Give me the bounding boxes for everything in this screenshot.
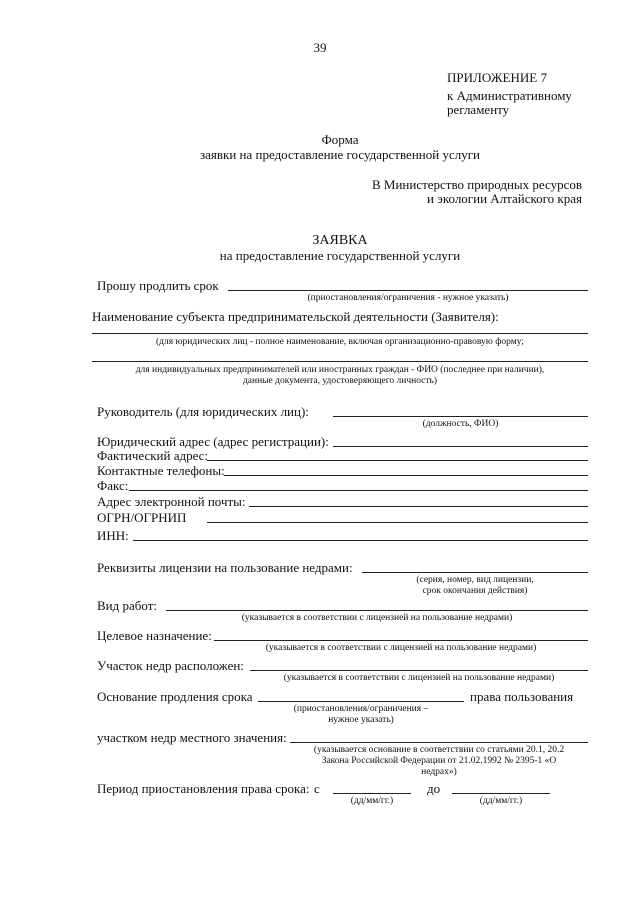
- work-type-hint: (указывается в соответствии с лицензией на пользование недрами): [241, 613, 513, 623]
- addressee-line1: В Министерство природных ресурсов: [371, 177, 582, 192]
- actual-address-label: Фактический адрес:: [97, 448, 209, 463]
- appendix-line2: регламенту: [447, 102, 510, 117]
- head-line[interactable]: [333, 416, 588, 417]
- extend-label: Прошу продлить срок: [97, 278, 219, 293]
- appendix-title: ПРИЛОЖЕНИЕ 7: [447, 70, 547, 85]
- local-site-label: участком недр местного значения:: [97, 730, 287, 745]
- purpose-line[interactable]: [214, 640, 588, 641]
- basis-line[interactable]: [258, 701, 464, 702]
- entity-line2[interactable]: [92, 361, 588, 362]
- form-heading: ЗАЯВКА: [312, 233, 368, 248]
- appendix-line1: к Административному: [447, 88, 572, 103]
- head-label: Руководитель (для юридических лиц):: [97, 404, 309, 419]
- work-type-line[interactable]: [166, 610, 588, 611]
- entity-line1[interactable]: [92, 333, 588, 334]
- page-number: 39: [313, 40, 327, 55]
- period-to-line[interactable]: [452, 793, 550, 794]
- addressee-line2: и экологии Алтайского края: [427, 191, 582, 206]
- actual-address-line[interactable]: [207, 460, 588, 461]
- fax-line[interactable]: [129, 490, 588, 491]
- local-site-line[interactable]: [290, 742, 588, 743]
- entity-hint2a: для индивидуальных предпринимателей или иностранных граждан - ФИО (последнее при наличии),: [135, 365, 545, 375]
- extend-hint: (приостановления/ограничения - нужное указать): [307, 293, 509, 303]
- phones-line[interactable]: [224, 475, 588, 476]
- site-line[interactable]: [250, 670, 588, 671]
- legal-address-label: Юридический адрес (адрес регистрации):: [97, 434, 329, 449]
- ogrn-label: ОГРН/ОГРНИП: [97, 510, 187, 525]
- period-from-label: с: [314, 781, 320, 796]
- ogrn-line[interactable]: [207, 522, 588, 523]
- email-line[interactable]: [249, 506, 588, 507]
- local-site-hint3: недрах»): [421, 767, 457, 777]
- extend-line[interactable]: [228, 290, 588, 291]
- license-hint1: (серия, номер, вид лицензии,: [416, 575, 534, 585]
- local-site-hint1: (указывается основание в соответствии со статьями 20.1, 20.2: [313, 745, 565, 755]
- work-type-label: Вид работ:: [97, 598, 157, 613]
- site-hint: (указывается в соответствии с лицензией на пользование недрами): [283, 673, 555, 683]
- license-line[interactable]: [362, 572, 588, 573]
- basis-label: Основание продления срока: [97, 689, 253, 704]
- period-label: Период приостановления права срока:: [97, 781, 310, 796]
- inn-line[interactable]: [133, 540, 588, 541]
- license-hint2: срок окончания действия): [422, 586, 528, 596]
- form-caption-line2: заявки на предоставление государственной услуги: [199, 147, 480, 162]
- period-from-hint: (дд/мм/гг.): [350, 796, 394, 806]
- local-site-hint2: Закона Российской Федерации от 21.02.1992 № 2395-1 «О: [321, 756, 557, 766]
- period-to-label: до: [427, 781, 441, 796]
- period-to-hint: (дд/мм/гг.): [479, 796, 523, 806]
- site-label: Участок недр расположен:: [97, 658, 244, 673]
- phones-label: Контактные телефоны:: [97, 463, 225, 478]
- form-subheading: на предоставление государственной услуги: [219, 248, 461, 263]
- entity-hint1: (для юридических лиц - полное наименование, включая организационно-правовую форму;: [155, 337, 525, 347]
- purpose-label: Целевое назначение:: [97, 628, 212, 643]
- form-caption-line1: Форма: [321, 132, 359, 147]
- email-label: Адрес электронной почты:: [97, 494, 246, 509]
- entity-hint2b: данные документа, удостоверяющего личность): [242, 376, 438, 386]
- fax-label: Факс:: [97, 478, 129, 493]
- entity-label: Наименование субъекта предпринимательской деятельности (Заявителя):: [92, 309, 499, 324]
- legal-address-line[interactable]: [333, 446, 588, 447]
- head-hint: (должность, ФИО): [422, 419, 499, 429]
- period-from-line[interactable]: [333, 793, 411, 794]
- purpose-hint: (указывается в соответствии с лицензией на пользование недрами): [265, 643, 537, 653]
- basis-right-label: права пользования: [470, 689, 574, 704]
- license-label: Реквизиты лицензии на пользование недрами:: [97, 560, 353, 575]
- basis-hint2: нужное указать): [328, 715, 394, 725]
- basis-hint1: (приостановления/ограничения –: [293, 704, 429, 714]
- inn-label: ИНН:: [97, 528, 129, 543]
